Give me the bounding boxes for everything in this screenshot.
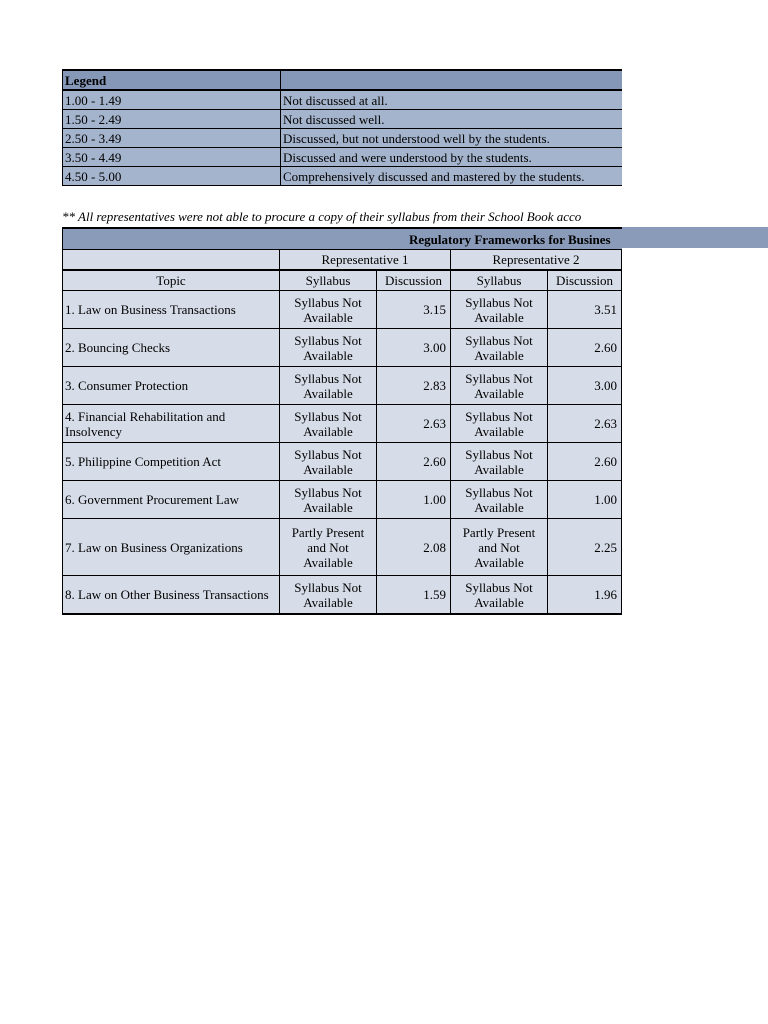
legend-desc: Comprehensively discussed and mastered by the students. <box>281 167 623 186</box>
topic-cell: 1. Law on Business Transactions <box>63 291 280 329</box>
syllabus-cell: Syllabus Not Available <box>451 329 548 367</box>
row-spacer <box>622 481 623 519</box>
legend-desc: Discussed, but not understood well by the students. <box>281 129 623 148</box>
table-row <box>63 576 623 615</box>
discussion-cell: 2.60 <box>548 329 622 367</box>
discussion-cell: 2.25 <box>548 519 622 576</box>
discussion-cell: 3.00 <box>377 329 451 367</box>
legend-range: 2.50 - 3.49 <box>63 129 281 148</box>
syllabus-cell: Syllabus Not Available <box>280 367 377 405</box>
legend-range: 3.50 - 4.49 <box>63 148 281 167</box>
discussion-cell: 3.51 <box>548 291 622 329</box>
syllabus-header: Syllabus <box>280 270 377 291</box>
legend-table <box>62 69 622 186</box>
legend-range: 4.50 - 5.00 <box>63 167 281 186</box>
row-spacer <box>622 519 623 576</box>
discussion-cell: 3.00 <box>548 367 622 405</box>
syllabus-cell: Syllabus Not Available <box>451 367 548 405</box>
legend-desc: Not discussed at all. <box>281 90 623 110</box>
legend-row <box>63 129 623 148</box>
legend-row <box>63 110 623 129</box>
legend-range: 1.50 - 2.49 <box>63 110 281 129</box>
discussion-header: Discussion <box>377 270 451 291</box>
row-spacer <box>622 329 623 367</box>
row-spacer <box>622 405 623 443</box>
syllabus-cell: Syllabus Not Available <box>280 576 377 615</box>
topic-cell: 8. Law on Other Business Transactions <box>63 576 280 615</box>
rep-spacer <box>63 250 280 271</box>
legend-desc: Discussed and were understood by the students. <box>281 148 623 167</box>
syllabus-cell: Syllabus Not Available <box>280 481 377 519</box>
table-title-row <box>63 228 623 250</box>
syllabus-cell: Syllabus Not Available <box>451 481 548 519</box>
note-section <box>62 208 622 226</box>
table-row <box>63 291 623 329</box>
topic-cell: 5. Philippine Competition Act <box>63 443 280 481</box>
discussion-cell: 1.00 <box>548 481 622 519</box>
syllabus-cell: Partly Present and Not Available <box>280 519 377 576</box>
discussion-cell: 1.00 <box>377 481 451 519</box>
table-title-text: Regulatory Frameworks for Busines <box>409 231 611 247</box>
topic-cell: 6. Government Procurement Law <box>63 481 280 519</box>
discussion-cell: 2.63 <box>377 405 451 443</box>
syllabus-cell: Syllabus Not Available <box>280 291 377 329</box>
syllabus-cell: Syllabus Not Available <box>451 576 548 615</box>
legend-header: Legend <box>63 70 281 90</box>
syllabus-cell: Syllabus Not Available <box>451 291 548 329</box>
discussion-cell: 2.63 <box>548 405 622 443</box>
legend-header-row <box>63 70 623 90</box>
syllabus-cell: Syllabus Not Available <box>451 405 548 443</box>
row-spacer <box>622 576 623 615</box>
discussion-cell: 2.60 <box>377 443 451 481</box>
syllabus-cell: Syllabus Not Available <box>451 443 548 481</box>
discussion-cell: 2.83 <box>377 367 451 405</box>
table-row <box>63 481 623 519</box>
table-row <box>63 519 623 576</box>
syllabus-cell: Syllabus Not Available <box>280 443 377 481</box>
legend-header-desc <box>281 70 623 90</box>
topic-cell: 7. Law on Business Organizations <box>63 519 280 576</box>
row-spacer <box>622 291 623 329</box>
topic-header: Topic <box>63 270 280 291</box>
syllabus-cell: Syllabus Not Available <box>280 405 377 443</box>
topic-cell: 4. Financial Rehabilitation and Insolvency <box>63 405 280 443</box>
legend-desc: Not discussed well. <box>281 110 623 129</box>
framework-table-section <box>62 227 622 622</box>
table-row <box>63 405 623 443</box>
syllabus-cell: Syllabus Not Available <box>280 329 377 367</box>
title-bar-overflow <box>622 227 768 248</box>
discussion-cell: 2.60 <box>548 443 622 481</box>
discussion-cell: 1.59 <box>377 576 451 615</box>
topic-cell: 2. Bouncing Checks <box>63 329 280 367</box>
legend-range: 1.00 - 1.49 <box>63 90 281 110</box>
syllabus-note: ** All representatives were not able to procure a copy of their syllabus from their School Book acco <box>62 209 582 224</box>
discussion-cell: 2.08 <box>377 519 451 576</box>
topic-cell: 3. Consumer Protection <box>63 367 280 405</box>
representative-2-header: Representative 2 <box>451 250 622 271</box>
legend-row <box>63 167 623 186</box>
framework-table <box>62 227 622 615</box>
legend-row <box>63 90 623 110</box>
table-row <box>63 367 623 405</box>
discussion-header: Discussion <box>548 270 622 291</box>
rep-spacer <box>622 250 623 271</box>
row-spacer <box>622 367 623 405</box>
representative-1-header: Representative 1 <box>280 250 451 271</box>
legend-row <box>63 148 623 167</box>
discussion-cell: 3.15 <box>377 291 451 329</box>
header-spacer <box>622 270 623 291</box>
discussion-cell: 1.96 <box>548 576 622 615</box>
table-row <box>63 329 623 367</box>
representative-row <box>63 250 623 271</box>
table-row <box>63 443 623 481</box>
table-title <box>63 228 623 250</box>
column-header-row <box>63 270 623 291</box>
legend-section <box>62 69 622 189</box>
row-spacer <box>622 443 623 481</box>
syllabus-cell: Partly Present and Not Available <box>451 519 548 576</box>
syllabus-header: Syllabus <box>451 270 548 291</box>
